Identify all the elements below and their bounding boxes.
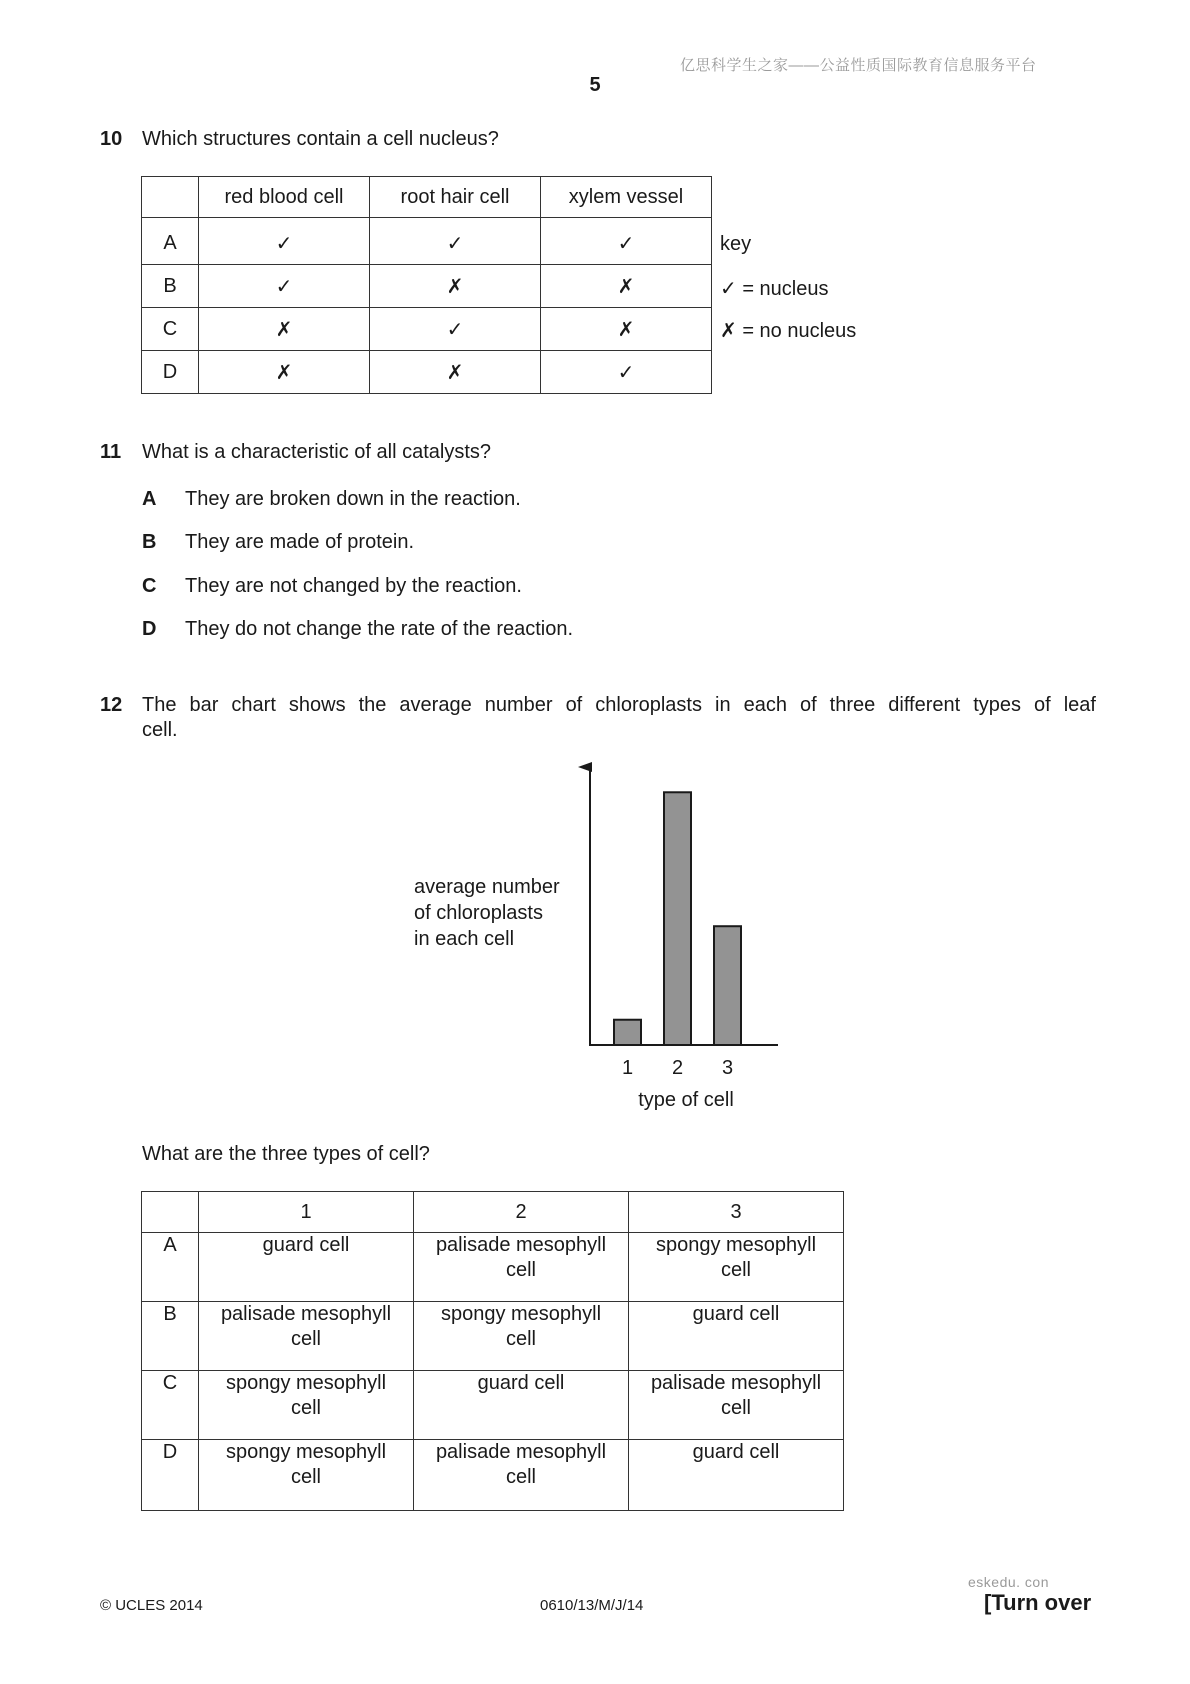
q11-number: 11	[100, 441, 122, 463]
q12-row-label: B	[142, 1302, 199, 1371]
q10-row	[142, 265, 712, 308]
q12-bar-chart	[400, 760, 800, 1130]
turn-over-label: [Turn over	[984, 1590, 1092, 1615]
q12-number: 12	[100, 694, 123, 716]
q12-text-line2: cell.	[142, 719, 178, 741]
bar-cell-type-2	[664, 792, 691, 1045]
q12-row	[142, 1371, 844, 1440]
header-watermark: 亿思科学生之家——公益性质国际教育信息服务平台	[680, 57, 1037, 74]
q12-row	[142, 1233, 844, 1302]
q10-cell: ✗	[541, 265, 712, 308]
q12-question: What are the three types of cell?	[142, 1143, 430, 1165]
x-tick-label: 1	[621, 1057, 634, 1079]
q11-option-text: They do not change the rate of the reaction.	[185, 618, 574, 640]
q11-option-text: They are not changed by the reaction.	[185, 575, 522, 597]
q10-text: Which structures contain a cell nucleus?	[142, 128, 499, 150]
x-tick-label: 3	[721, 1057, 734, 1079]
q10-col-header: xylem vessel	[541, 177, 712, 218]
q12-cell: spongy mesophyll cell	[199, 1440, 414, 1511]
q10-col-header: red blood cell	[199, 177, 370, 218]
q11-option-letter: B	[142, 531, 157, 553]
q11-option-text: They are made of protein.	[185, 531, 415, 553]
q12-row	[142, 1302, 844, 1371]
q12-row-label: C	[142, 1371, 199, 1440]
q10-key-tick: ✓ = nucleus	[720, 278, 829, 300]
q12-row-label: A	[142, 1233, 199, 1302]
q12-row	[142, 1440, 844, 1511]
q12-cell: spongy mesophyll cell	[629, 1233, 844, 1302]
q10-cell: ✓	[199, 265, 370, 308]
q10-row-label: C	[142, 308, 199, 351]
q10-cell: ✗	[370, 265, 541, 308]
q10-cell: ✗	[370, 351, 541, 394]
q12-cell: palisade mesophyll cell	[629, 1371, 844, 1440]
q10-key-cross: ✗ = no nucleus	[720, 320, 857, 342]
footer-paper-code: 0610/13/M/J/14	[540, 1597, 644, 1614]
x-axis-label: type of cell	[638, 1089, 734, 1111]
q10-cell: ✗	[199, 351, 370, 394]
q10-row	[142, 218, 712, 265]
page-number: 5	[589, 74, 601, 96]
q10-col-header: root hair cell	[370, 177, 541, 218]
bar-cell-type-3	[714, 926, 741, 1045]
q12-cell: palisade mesophyll cell	[414, 1233, 629, 1302]
q11-option-letter: A	[142, 488, 157, 510]
q12-cell: guard cell	[414, 1371, 629, 1440]
q12-cell: spongy mesophyll cell	[199, 1371, 414, 1440]
q10-corner-cell	[142, 177, 199, 218]
q10-cell: ✓	[199, 218, 370, 265]
q12-cell: guard cell	[629, 1302, 844, 1371]
footer-copyright: © UCLES 2014	[100, 1597, 203, 1614]
q10-cell: ✗	[541, 308, 712, 351]
q12-col-header: 3	[629, 1192, 844, 1233]
y-axis-label-line: of chloroplasts	[414, 902, 543, 924]
q12-text-line1: The bar chart shows the average number of chloroplasts in each of three different types of leaf	[142, 694, 1096, 716]
q10-row	[142, 351, 712, 394]
footer-watermark: eskedu. con	[968, 1574, 1049, 1590]
q12-col-header: 2	[414, 1192, 629, 1233]
q10-row-label: B	[142, 265, 199, 308]
q10-row-label: D	[142, 351, 199, 394]
q12-cell: guard cell	[199, 1233, 414, 1302]
q10-cell: ✓	[541, 351, 712, 394]
q10-cell: ✓	[370, 308, 541, 351]
y-axis-label-line: in each cell	[414, 928, 515, 950]
q12-corner-cell	[142, 1192, 199, 1233]
q10-cell: ✓	[370, 218, 541, 265]
q11-text: What is a characteristic of all catalysts?	[142, 441, 492, 463]
x-tick-label: 2	[671, 1057, 684, 1079]
y-axis-label-line: average number	[414, 876, 560, 898]
q11-option-letter: D	[142, 618, 157, 640]
q12-cell: palisade mesophyll cell	[414, 1440, 629, 1511]
q12-col-header: 1	[199, 1192, 414, 1233]
q11-option-letter: C	[142, 575, 157, 597]
q10-row	[142, 308, 712, 351]
q12-cell: spongy mesophyll cell	[414, 1302, 629, 1371]
q12-cell: guard cell	[629, 1440, 844, 1511]
q11-option-text: They are broken down in the reaction.	[185, 488, 521, 510]
q10-row-label: A	[142, 218, 199, 265]
q10-cell: ✗	[199, 308, 370, 351]
q10-cell: ✓	[541, 218, 712, 265]
q12-cell: palisade mesophyll cell	[199, 1302, 414, 1371]
q10-table	[141, 176, 712, 394]
q10-number: 10	[100, 128, 123, 150]
q12-table	[141, 1191, 844, 1511]
bar-cell-type-1	[614, 1020, 641, 1045]
q12-row-label: D	[142, 1440, 199, 1511]
q10-key-title: key	[720, 233, 752, 255]
